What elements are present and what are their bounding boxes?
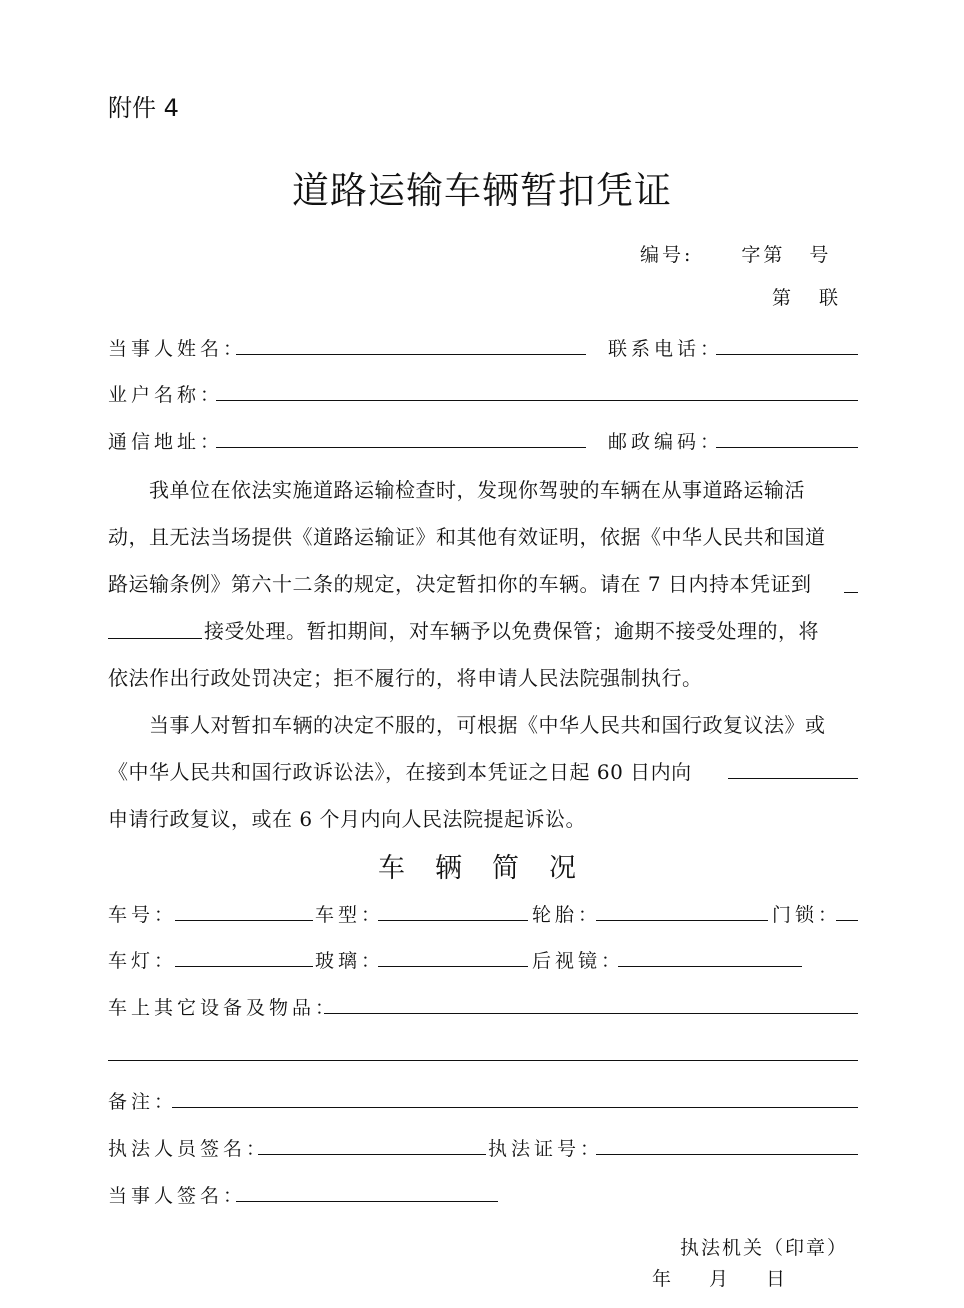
tires-field[interactable] xyxy=(596,920,768,921)
model-label: 车型： xyxy=(315,904,385,926)
business-name-field[interactable] xyxy=(216,400,858,401)
officer-id-label: 执法证号： xyxy=(488,1138,604,1160)
officer-id-field[interactable] xyxy=(596,1154,858,1155)
section-title: 车辆简况 xyxy=(378,853,606,884)
lights-field[interactable] xyxy=(175,966,313,967)
other-items-field[interactable] xyxy=(324,1013,858,1014)
date-year: 年 xyxy=(652,1268,672,1290)
door-lock-label: 门锁： xyxy=(772,904,842,926)
paragraph-2-line-2: 《中华人民共和国行政诉讼法》，在接到本凭证之日起 60 日内向 xyxy=(108,760,692,784)
model-field[interactable] xyxy=(378,920,528,921)
door-lock-field[interactable] xyxy=(836,920,858,921)
postal-code-label: 邮政编码： xyxy=(608,431,724,453)
phone-label: 联系电话： xyxy=(608,338,724,360)
glass-label: 玻璃： xyxy=(315,950,385,972)
copy-number xyxy=(772,283,838,310)
paragraph-1-line-1: 我单位在依法实施道路运输检查时，发现你驾驶的车辆在从事道路运输活 xyxy=(108,478,805,502)
party-signature-label: 当事人签名： xyxy=(108,1185,247,1207)
other-items-label: 车上其它设备及物品： xyxy=(108,997,339,1019)
serial-num: 号 xyxy=(809,244,832,266)
paragraph-1-line-3: 路运输条例》第六十二条的规定，决定暂扣你的车辆。请在 7 日内持本凭证到 xyxy=(108,572,812,596)
paragraph-2-line-3: 申请行政复议，或在 6 个月内向人民法院提起诉讼。 xyxy=(108,807,586,831)
other-items-field-line-2[interactable] xyxy=(108,1060,858,1061)
address-field[interactable] xyxy=(216,447,586,448)
remarks-label: 备注： xyxy=(108,1091,178,1113)
phone-field[interactable] xyxy=(716,354,858,355)
review-authority-field[interactable] xyxy=(728,778,858,779)
authority-stamp-label: 执法机关（印章） xyxy=(680,1237,849,1259)
mirror-field[interactable] xyxy=(618,966,802,967)
postal-code-field[interactable] xyxy=(716,447,858,448)
tires-label: 轮胎： xyxy=(532,904,602,926)
glass-field[interactable] xyxy=(378,966,528,967)
copy-part: 联 xyxy=(819,287,839,309)
handling-location-field-start[interactable] xyxy=(844,592,858,593)
serial-number xyxy=(640,240,831,267)
plate-label: 车号： xyxy=(108,904,178,926)
party-name-field[interactable] xyxy=(236,354,586,355)
attachment-label: 附件 4 xyxy=(108,94,179,122)
serial-char: 字第 xyxy=(741,244,786,266)
officer-signature-label: 执法人员签名： xyxy=(108,1138,270,1160)
document-title: 道路运输车辆暂扣凭证 xyxy=(292,169,672,212)
paragraph-1-line-4: 接受处理。暂扣期间，对车辆予以免费保管；逾期不接受处理的，将 xyxy=(204,619,819,643)
officer-signature-field[interactable] xyxy=(258,1154,486,1155)
paragraph-1-line-5: 依法作出行政处罚决定；拒不履行的，将申请人民法院强制执行。 xyxy=(108,666,703,690)
lights-label: 车灯： xyxy=(108,950,178,972)
paragraph-2-line-1: 当事人对暂扣车辆的决定不服的，可根据《中华人民共和国行政复议法》或 xyxy=(108,713,826,737)
party-name-label: 当事人姓名： xyxy=(108,338,247,360)
paragraph-1-line-2: 动，且无法当场提供《道路运输证》和其他有效证明，依据《中华人民共和国道 xyxy=(108,525,826,549)
address-label: 通信地址： xyxy=(108,431,224,453)
remarks-field[interactable] xyxy=(172,1107,858,1108)
handling-location-field[interactable] xyxy=(108,638,202,639)
plate-field[interactable] xyxy=(175,920,313,921)
copy-ordinal: 第 xyxy=(772,287,792,309)
business-name-label: 业户名称： xyxy=(108,384,224,406)
serial-label: 编号: xyxy=(640,244,694,266)
date-line xyxy=(652,1264,785,1291)
date-day: 日 xyxy=(766,1268,786,1290)
party-signature-field[interactable] xyxy=(236,1201,498,1202)
mirror-label: 后视镜： xyxy=(532,950,625,972)
date-month: 月 xyxy=(709,1268,729,1290)
